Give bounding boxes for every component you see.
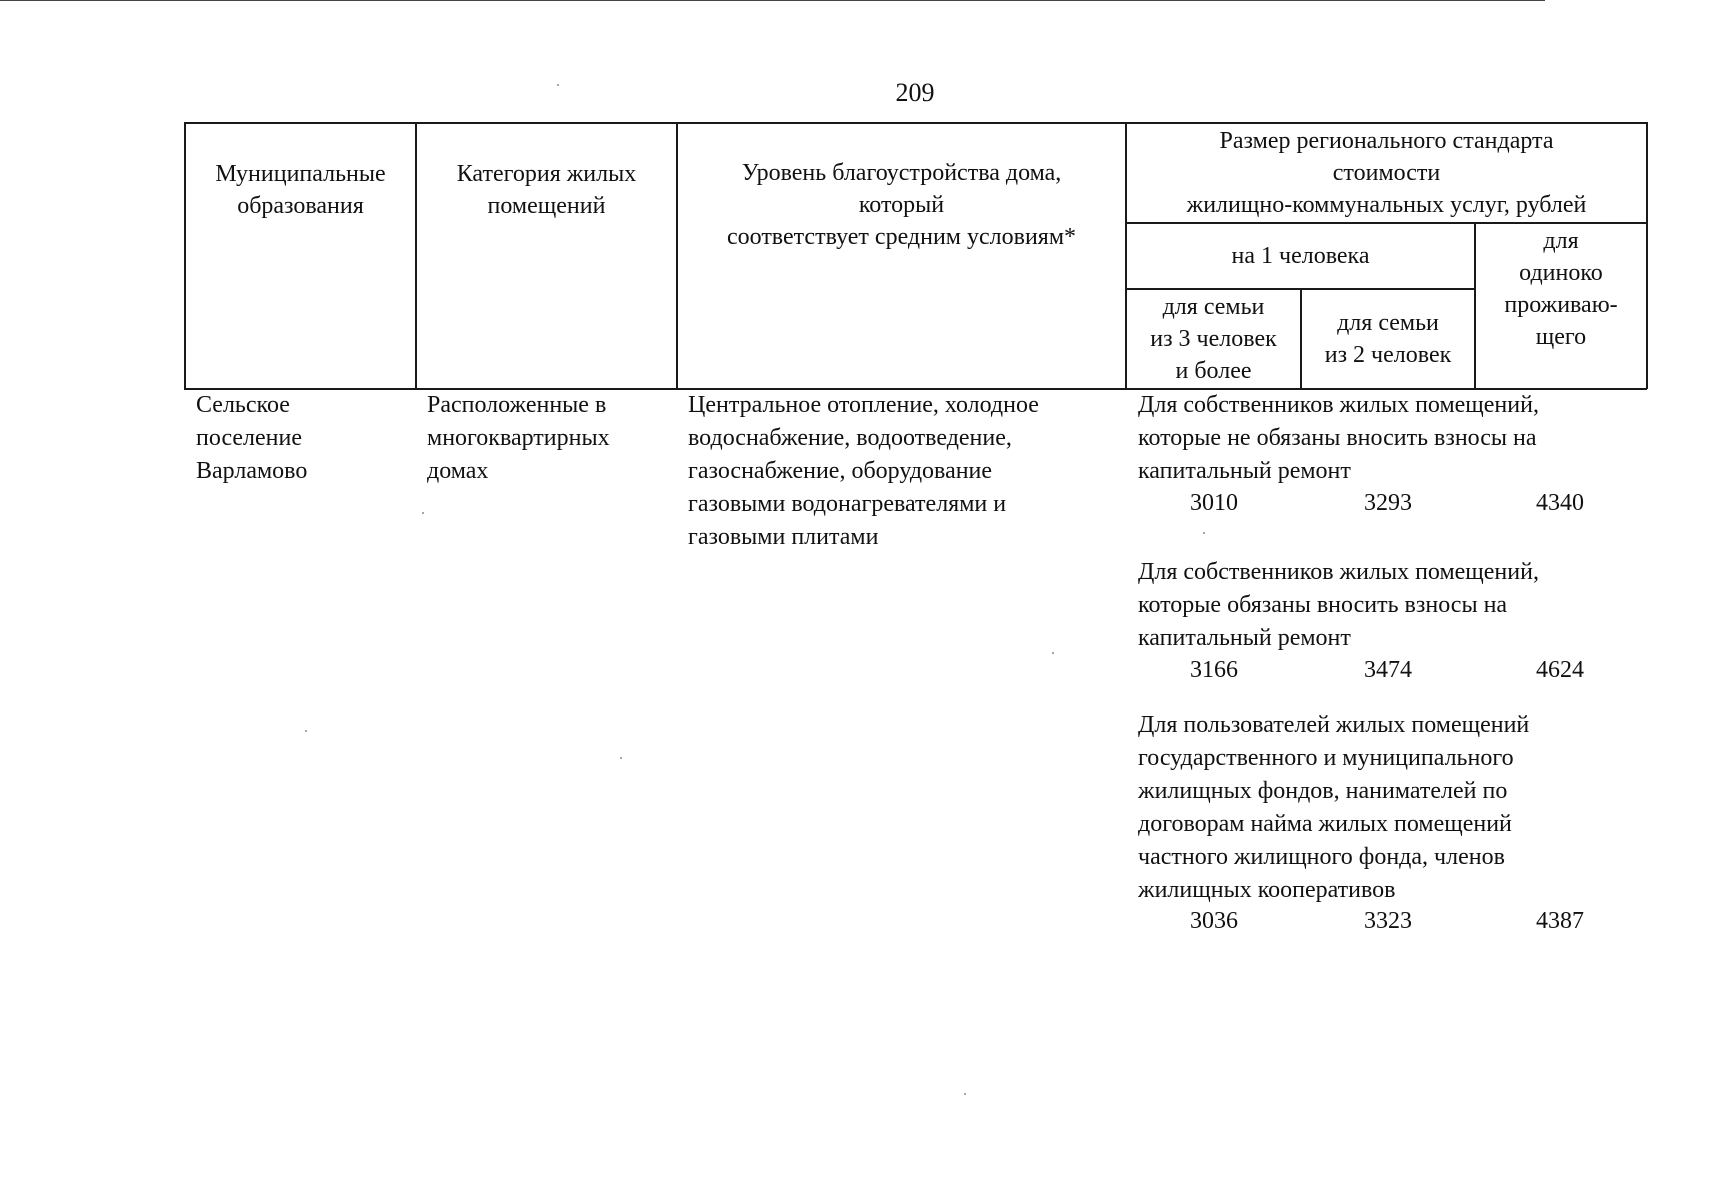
header-standard-size: Размер регионального стандарта стоимости жилищно-коммунальных услуг, рублей xyxy=(1186,128,1587,218)
header-family-2: для семьи из 2 человек xyxy=(1324,310,1452,368)
value-family-2: 3293 xyxy=(1364,490,1412,516)
value-single: 4624 xyxy=(1536,657,1584,683)
value-family-3: 3166 xyxy=(1190,657,1238,683)
top-border-line xyxy=(0,0,1545,1)
group-label: Для пользователей жилых помещений государственного и муниципального жилищных фондов, нанимателей по договорам найма жилых помещений частного жилищного фонда, членов жилищных кооперативов xyxy=(1138,712,1530,903)
value-family-2: 3474 xyxy=(1364,657,1412,683)
group-label: Для собственников жилых помещений, которые не обязаны вносить взносы на капитальный ремонт xyxy=(1138,392,1539,484)
header-per-person: на 1 человека xyxy=(1231,243,1370,269)
value-family-2: 3323 xyxy=(1364,908,1412,934)
header-category: Категория жилых помещений xyxy=(456,161,637,219)
header-single-resident: для одиноко проживаю- щего xyxy=(1504,228,1618,350)
header-family-3: для семьи из 3 человек и более xyxy=(1150,294,1277,384)
header-municipality: Муниципальные образования xyxy=(215,161,386,219)
value-family-3: 3036 xyxy=(1190,908,1238,934)
value-single: 4387 xyxy=(1536,908,1584,934)
group-label: Для собственников жилых помещений, которые обязаны вносить взносы на капитальный ремонт xyxy=(1138,559,1539,651)
cell-category: Расположенные в многоквартирных домах xyxy=(427,392,610,484)
cell-comfort-level: Центральное отопление, холодное водоснабжение, водоотведение, газоснабжение, оборудование газовыми водонагревателями и газовыми плитами xyxy=(688,392,1039,550)
header-comfort-level: Уровень благоустройства дома, который соответствует средним условиям* xyxy=(726,160,1077,250)
value-family-3: 3010 xyxy=(1190,490,1238,516)
value-single: 4340 xyxy=(1536,490,1584,516)
cell-municipality: Сельское поселение Варламово xyxy=(196,392,308,484)
page-number: 209 xyxy=(895,78,935,107)
